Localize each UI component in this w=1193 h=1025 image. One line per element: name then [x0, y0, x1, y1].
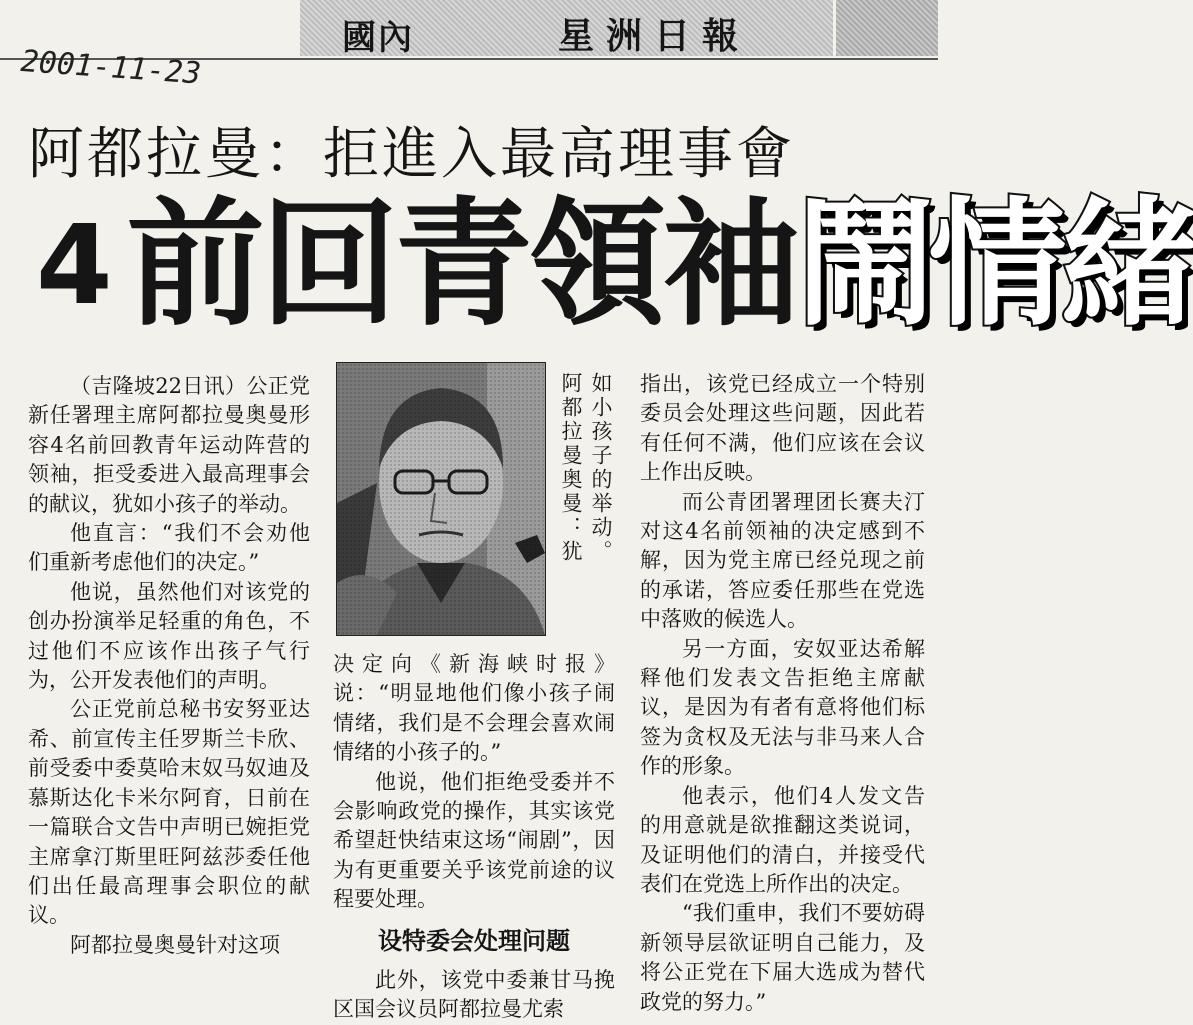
paragraph: 指出，该党已经成立一个特别委员会处理这些问题，因此若有任何不满，他们应该在会议上作出反映。	[640, 372, 925, 485]
paragraph: 他直言：“我们不会劝他们重新考虑他们的决定。”	[28, 521, 310, 575]
section-header-bar	[300, 0, 833, 56]
handwritten-date: 2001-11-23	[19, 44, 203, 92]
paragraph: 他说，虽然他们对该党的创办扮演举足轻重的角色，不过他们不应该作出孩子气行为，公开发表他们的声明。	[28, 579, 310, 693]
section-label: 國內	[342, 18, 414, 58]
article-column-2	[333, 650, 615, 1025]
subheading: 设特委会处理问题	[378, 926, 570, 955]
paragraph: 另一方面，安奴亚达希解释他们发表文告拒绝主席献议，是因为有者有意将他们标签为贪权及无法与非马来人合作的形象。	[640, 636, 925, 779]
paragraph: （吉隆坡22日讯）公正党新任署理主席阿都拉曼奥曼形容4名前回教青年运动阵营的领袖，拒受委进入最高理事会的献议，犹如小孩子的举动。	[28, 374, 310, 516]
paragraph: 公正党前总秘书安努亚达希、前宣传主任罗斯兰卡欣、前受委中委莫哈末奴马奴迪及慕斯达化卡米尔阿育，日前在一篇联合文告中声明已婉拒党主席拿汀斯里旺阿兹莎委任他们出任最高理事会职位的献议。	[28, 697, 310, 928]
portrait-illustration	[337, 363, 545, 635]
article-column-1	[28, 372, 310, 960]
paragraph: 他说，他们拒绝受委并不会影响政党的操作，其实该党希望赶快结束这场“闹剧”，因为有更重要关乎该党前途的议程要处理。	[333, 769, 615, 912]
caption-line: 阿都拉曼奥曼：犹	[559, 372, 583, 564]
paragraph: 决定向《新海峡时报》说：“明显地他们像小孩子闹情绪，我们是不会理会喜欢闹情绪的小孩子的。”	[333, 652, 615, 765]
main-headline	[36, 180, 1193, 350]
paragraph: “我们重申，我们不要妨碍新领导层欲证明自己能力，及将公正党在下届大选成为替代政党的努力。”	[640, 901, 925, 1014]
article-column-3	[640, 370, 925, 1017]
paragraph: 此外，该党中委兼甘马挽区国会议员阿都拉曼尤索	[333, 968, 615, 1022]
photo-caption	[556, 372, 616, 632]
headline-outline-text: 鬧情緒	[796, 184, 1193, 345]
newspaper-name: 星洲日報	[558, 15, 751, 57]
caption-line: 如小孩子的举动。	[589, 372, 613, 564]
portrait-photo	[336, 362, 546, 636]
paragraph: 而公青团署理团长赛夫汀对这4名前领袖的决定感到不解，因为党主席已经兑现之前的承诺，答应委任那些在党选中落败的候选人。	[640, 489, 925, 632]
headline-solid-text: 前回青領袖	[126, 184, 797, 345]
header-shade-block	[836, 0, 938, 56]
kicker-headline: 阿都拉曼：拒進入最高理事會	[28, 122, 795, 187]
paragraph: 他表示，他们4人发文告的用意就是欲推翻这类说词，及证明他们的清白，并接受代表们在党选上所作出的决定。	[640, 783, 925, 896]
headline-number: 4	[36, 201, 113, 329]
paragraph: 阿都拉曼奥曼针对这项	[70, 932, 280, 957]
